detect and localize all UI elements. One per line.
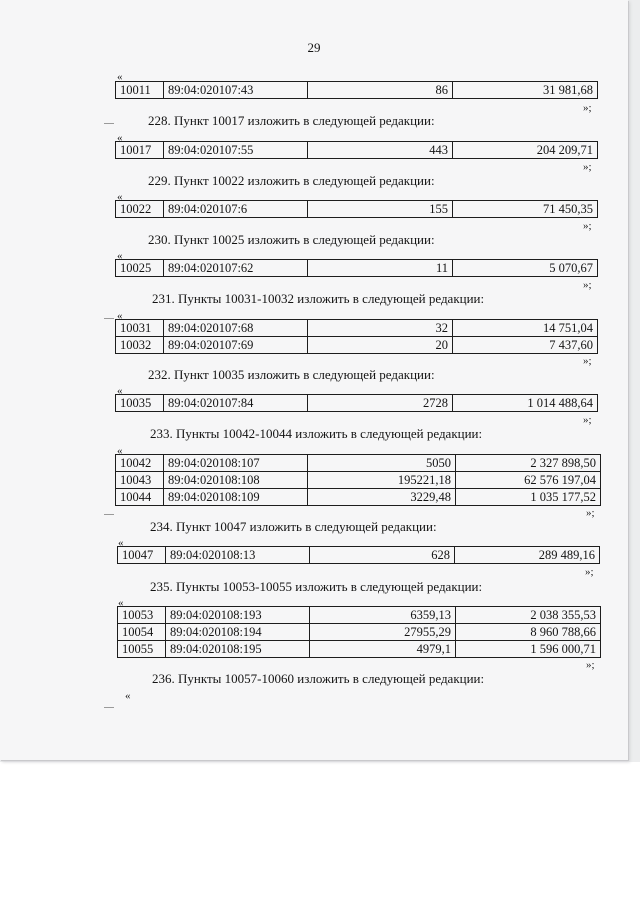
closing-quote: »; [583, 161, 592, 173]
opening-quote: « [117, 132, 123, 144]
opening-quote: « [118, 537, 124, 549]
area-cell: 4979,1 [310, 641, 456, 658]
opening-quote: « [118, 597, 124, 609]
amendment-table [117, 606, 601, 658]
margin-mark [104, 318, 114, 319]
table-row [116, 395, 598, 412]
item-number-cell: 10043 [116, 472, 164, 489]
amendment-heading: 228. Пункт 10017 изложить в следующей редакции: [148, 113, 435, 128]
amendment-table [115, 394, 598, 412]
table-row [118, 624, 601, 641]
margin-mark [104, 123, 114, 124]
cadastral-number-cell: 89:04:020107:84 [164, 395, 308, 412]
item-number-cell: 10044 [116, 489, 164, 506]
closing-quote: »; [583, 102, 592, 114]
closing-quote: »; [583, 279, 592, 291]
area-cell: 443 [308, 142, 453, 159]
opening-quote: « [117, 385, 123, 397]
item-number-cell: 10011 [116, 82, 164, 99]
amendment-heading: 235. Пункты 10053-10055 изложить в следующей редакции: [150, 579, 483, 594]
table-row [116, 201, 598, 218]
value-cell: 31 981,68 [453, 82, 598, 99]
table-row [118, 641, 601, 658]
value-cell: 1 035 177,52 [456, 489, 601, 506]
item-number-cell: 10022 [116, 201, 164, 218]
opening-quote: « [117, 445, 123, 457]
amendment-heading: 231. Пункты 10031-10032 изложить в следующей редакции: [152, 291, 485, 306]
cadastral-number-cell: 89:04:020107:62 [164, 260, 308, 277]
cadastral-number-cell: 89:04:020107:69 [164, 337, 308, 354]
cadastral-number-cell: 89:04:020108:195 [166, 641, 310, 658]
value-cell: 204 209,71 [453, 142, 598, 159]
cadastral-number-cell: 89:04:020108:193 [166, 607, 310, 624]
closing-quote: »; [583, 414, 592, 426]
table-row [116, 82, 598, 99]
area-cell: 195221,18 [308, 472, 456, 489]
area-cell: 3229,48 [308, 489, 456, 506]
closing-quote: »; [586, 507, 595, 519]
amendment-table [115, 141, 598, 159]
table-row [116, 455, 601, 472]
area-cell: 20 [308, 337, 453, 354]
value-cell: 62 576 197,04 [456, 472, 601, 489]
value-cell: 2 327 898,50 [456, 455, 601, 472]
area-cell: 628 [310, 547, 455, 564]
item-number-cell: 10031 [116, 320, 164, 337]
value-cell: 289 489,16 [455, 547, 600, 564]
item-number-cell: 10042 [116, 455, 164, 472]
amendment-heading: 233. Пункты 10042-10044 изложить в следующей редакции: [150, 426, 483, 441]
amendment-table [115, 454, 601, 506]
value-cell: 71 450,35 [453, 201, 598, 218]
value-cell: 8 960 788,66 [456, 624, 601, 641]
area-cell: 2728 [308, 395, 453, 412]
value-cell: 1 596 000,71 [456, 641, 601, 658]
item-number-cell: 10055 [118, 641, 166, 658]
amendment-heading: 234. Пункт 10047 изложить в следующей редакции: [150, 519, 437, 534]
opening-quote: « [117, 250, 123, 262]
area-cell: 27955,29 [310, 624, 456, 641]
cadastral-number-cell: 89:04:020107:68 [164, 320, 308, 337]
amendment-table [117, 546, 600, 564]
amendment-table [115, 319, 598, 354]
area-cell: 32 [308, 320, 453, 337]
table-row [118, 607, 601, 624]
value-cell: 14 751,04 [453, 320, 598, 337]
cadastral-number-cell: 89:04:020107:6 [164, 201, 308, 218]
cadastral-number-cell: 89:04:020107:55 [164, 142, 308, 159]
table-row [116, 320, 598, 337]
value-cell: 1 014 488,64 [453, 395, 598, 412]
table-row [116, 142, 598, 159]
amendment-table [115, 200, 598, 218]
amendment-heading: 230. Пункт 10025 изложить в следующей редакции: [148, 232, 435, 247]
amendment-table [115, 81, 598, 99]
closing-quote: »; [583, 220, 592, 232]
item-number-cell: 10017 [116, 142, 164, 159]
table-row [116, 489, 601, 506]
item-number-cell: 10025 [116, 260, 164, 277]
area-cell: 11 [308, 260, 453, 277]
table-row [116, 260, 598, 277]
area-cell: 6359,13 [310, 607, 456, 624]
closing-quote: »; [583, 355, 592, 367]
cadastral-number-cell: 89:04:020108:107 [164, 455, 308, 472]
table-row [118, 547, 600, 564]
cadastral-number-cell: 89:04:020108:109 [164, 489, 308, 506]
amendment-table [115, 259, 598, 277]
opening-quote: « [125, 690, 131, 702]
margin-mark [104, 514, 114, 515]
opening-quote: « [117, 191, 123, 203]
item-number-cell: 10054 [118, 624, 166, 641]
closing-quote: »; [586, 659, 595, 671]
closing-quote: »; [585, 566, 594, 578]
cadastral-number-cell: 89:04:020108:13 [166, 547, 310, 564]
page-number: 29 [307, 40, 321, 55]
area-cell: 86 [308, 82, 453, 99]
item-number-cell: 10035 [116, 395, 164, 412]
table-row [116, 337, 598, 354]
opening-quote: « [117, 310, 123, 322]
margin-mark [104, 707, 114, 708]
area-cell: 5050 [308, 455, 456, 472]
cadastral-number-cell: 89:04:020108:108 [164, 472, 308, 489]
value-cell: 7 437,60 [453, 337, 598, 354]
value-cell: 5 070,67 [453, 260, 598, 277]
item-number-cell: 10047 [118, 547, 166, 564]
amendment-heading: 232. Пункт 10035 изложить в следующей редакции: [148, 367, 435, 382]
area-cell: 155 [308, 201, 453, 218]
item-number-cell: 10032 [116, 337, 164, 354]
value-cell: 2 038 355,53 [456, 607, 601, 624]
cadastral-number-cell: 89:04:020108:194 [166, 624, 310, 641]
opening-quote: « [117, 71, 123, 83]
cadastral-number-cell: 89:04:020107:43 [164, 82, 308, 99]
item-number-cell: 10053 [118, 607, 166, 624]
table-row [116, 472, 601, 489]
amendment-heading: 236. Пункты 10057-10060 изложить в следующей редакции: [152, 671, 485, 686]
amendment-heading: 229. Пункт 10022 изложить в следующей редакции: [148, 173, 435, 188]
